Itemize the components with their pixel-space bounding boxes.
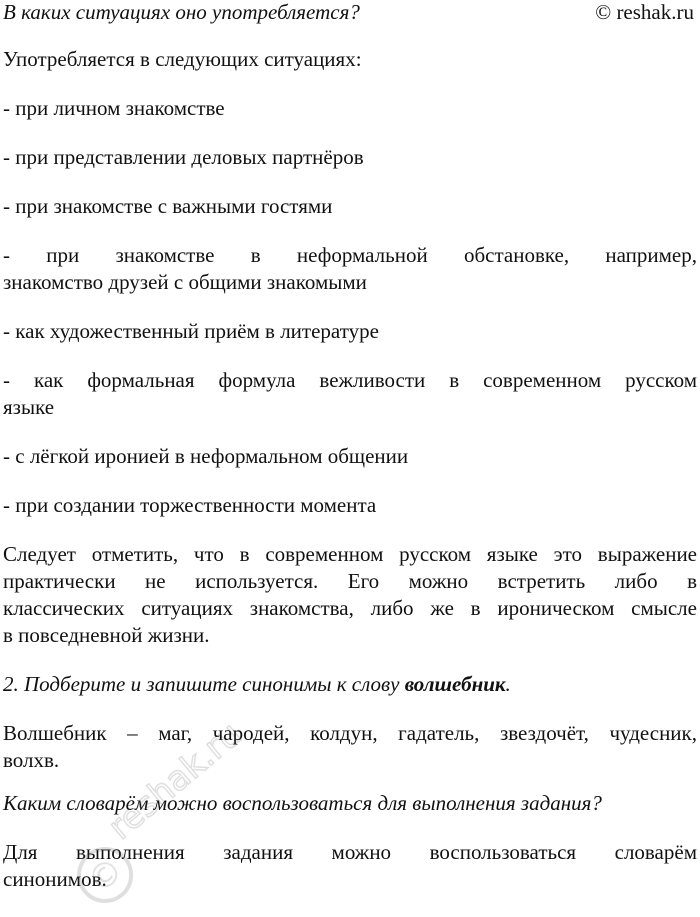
situation-item: - при представлении деловых партнёров [3, 145, 364, 169]
watermark-symbol: © [79, 849, 132, 902]
situation-item: - как художественный приём в литературе [3, 319, 379, 343]
situation-item: - при знакомстве с важными гостями [3, 194, 333, 218]
situation-item-continued: знакомство друзей с общими знакомыми [3, 270, 367, 294]
dictionary-answer [3, 839, 697, 893]
note-line: Следует отметить, что в современном русском языке это выражение [3, 542, 697, 566]
note-line: в повседневной жизни. [3, 623, 210, 647]
note-paragraph [3, 541, 697, 649]
situation-item-continued: языке [3, 395, 55, 419]
intro-text: Употребляется в следующих ситуациях: [3, 47, 362, 71]
watermark-text: reshak.ru [100, 714, 250, 848]
situation-item: - с лёгкой иронией в неформальном общении [3, 444, 409, 468]
situation-item: - при личном знакомстве [3, 96, 225, 120]
header-row [3, 0, 697, 26]
answer-line: Для выполнения задания можно воспользоваться словарём [3, 840, 697, 864]
dictionary-question: Каким словарём можно воспользоваться для выполнения задания? [3, 791, 602, 815]
note-line: практически не используется. Его можно встретить либо в [3, 569, 697, 593]
document-page [3, 0, 697, 893]
situation-item: - при знакомстве в неформальной обстановке, например, [3, 243, 697, 267]
situation-item: - как формальная формула вежливости в современном русском [3, 368, 697, 392]
answer-line: волхв. [3, 748, 60, 772]
answer-line: Волшебник – маг, чародей, колдун, гадатель, звездочёт, чудесник, [3, 721, 697, 745]
task-suffix: . [505, 672, 511, 696]
task-heading [3, 671, 697, 698]
situation-item: - при создании торжественности момента [3, 493, 377, 517]
note-line: классических ситуациях знакомства, либо же в ироническом смысле [3, 596, 697, 620]
answer-line: синонимов. [3, 867, 107, 891]
synonyms-answer [3, 720, 697, 774]
task-keyword: волшебник [404, 672, 506, 696]
section-question: В каких ситуациях оно употребляется? [3, 0, 360, 24]
task-prefix: 2. Подберите и запишите синонимы к слову [3, 672, 405, 696]
copyright-notice: © reshak.ru [595, 0, 694, 24]
